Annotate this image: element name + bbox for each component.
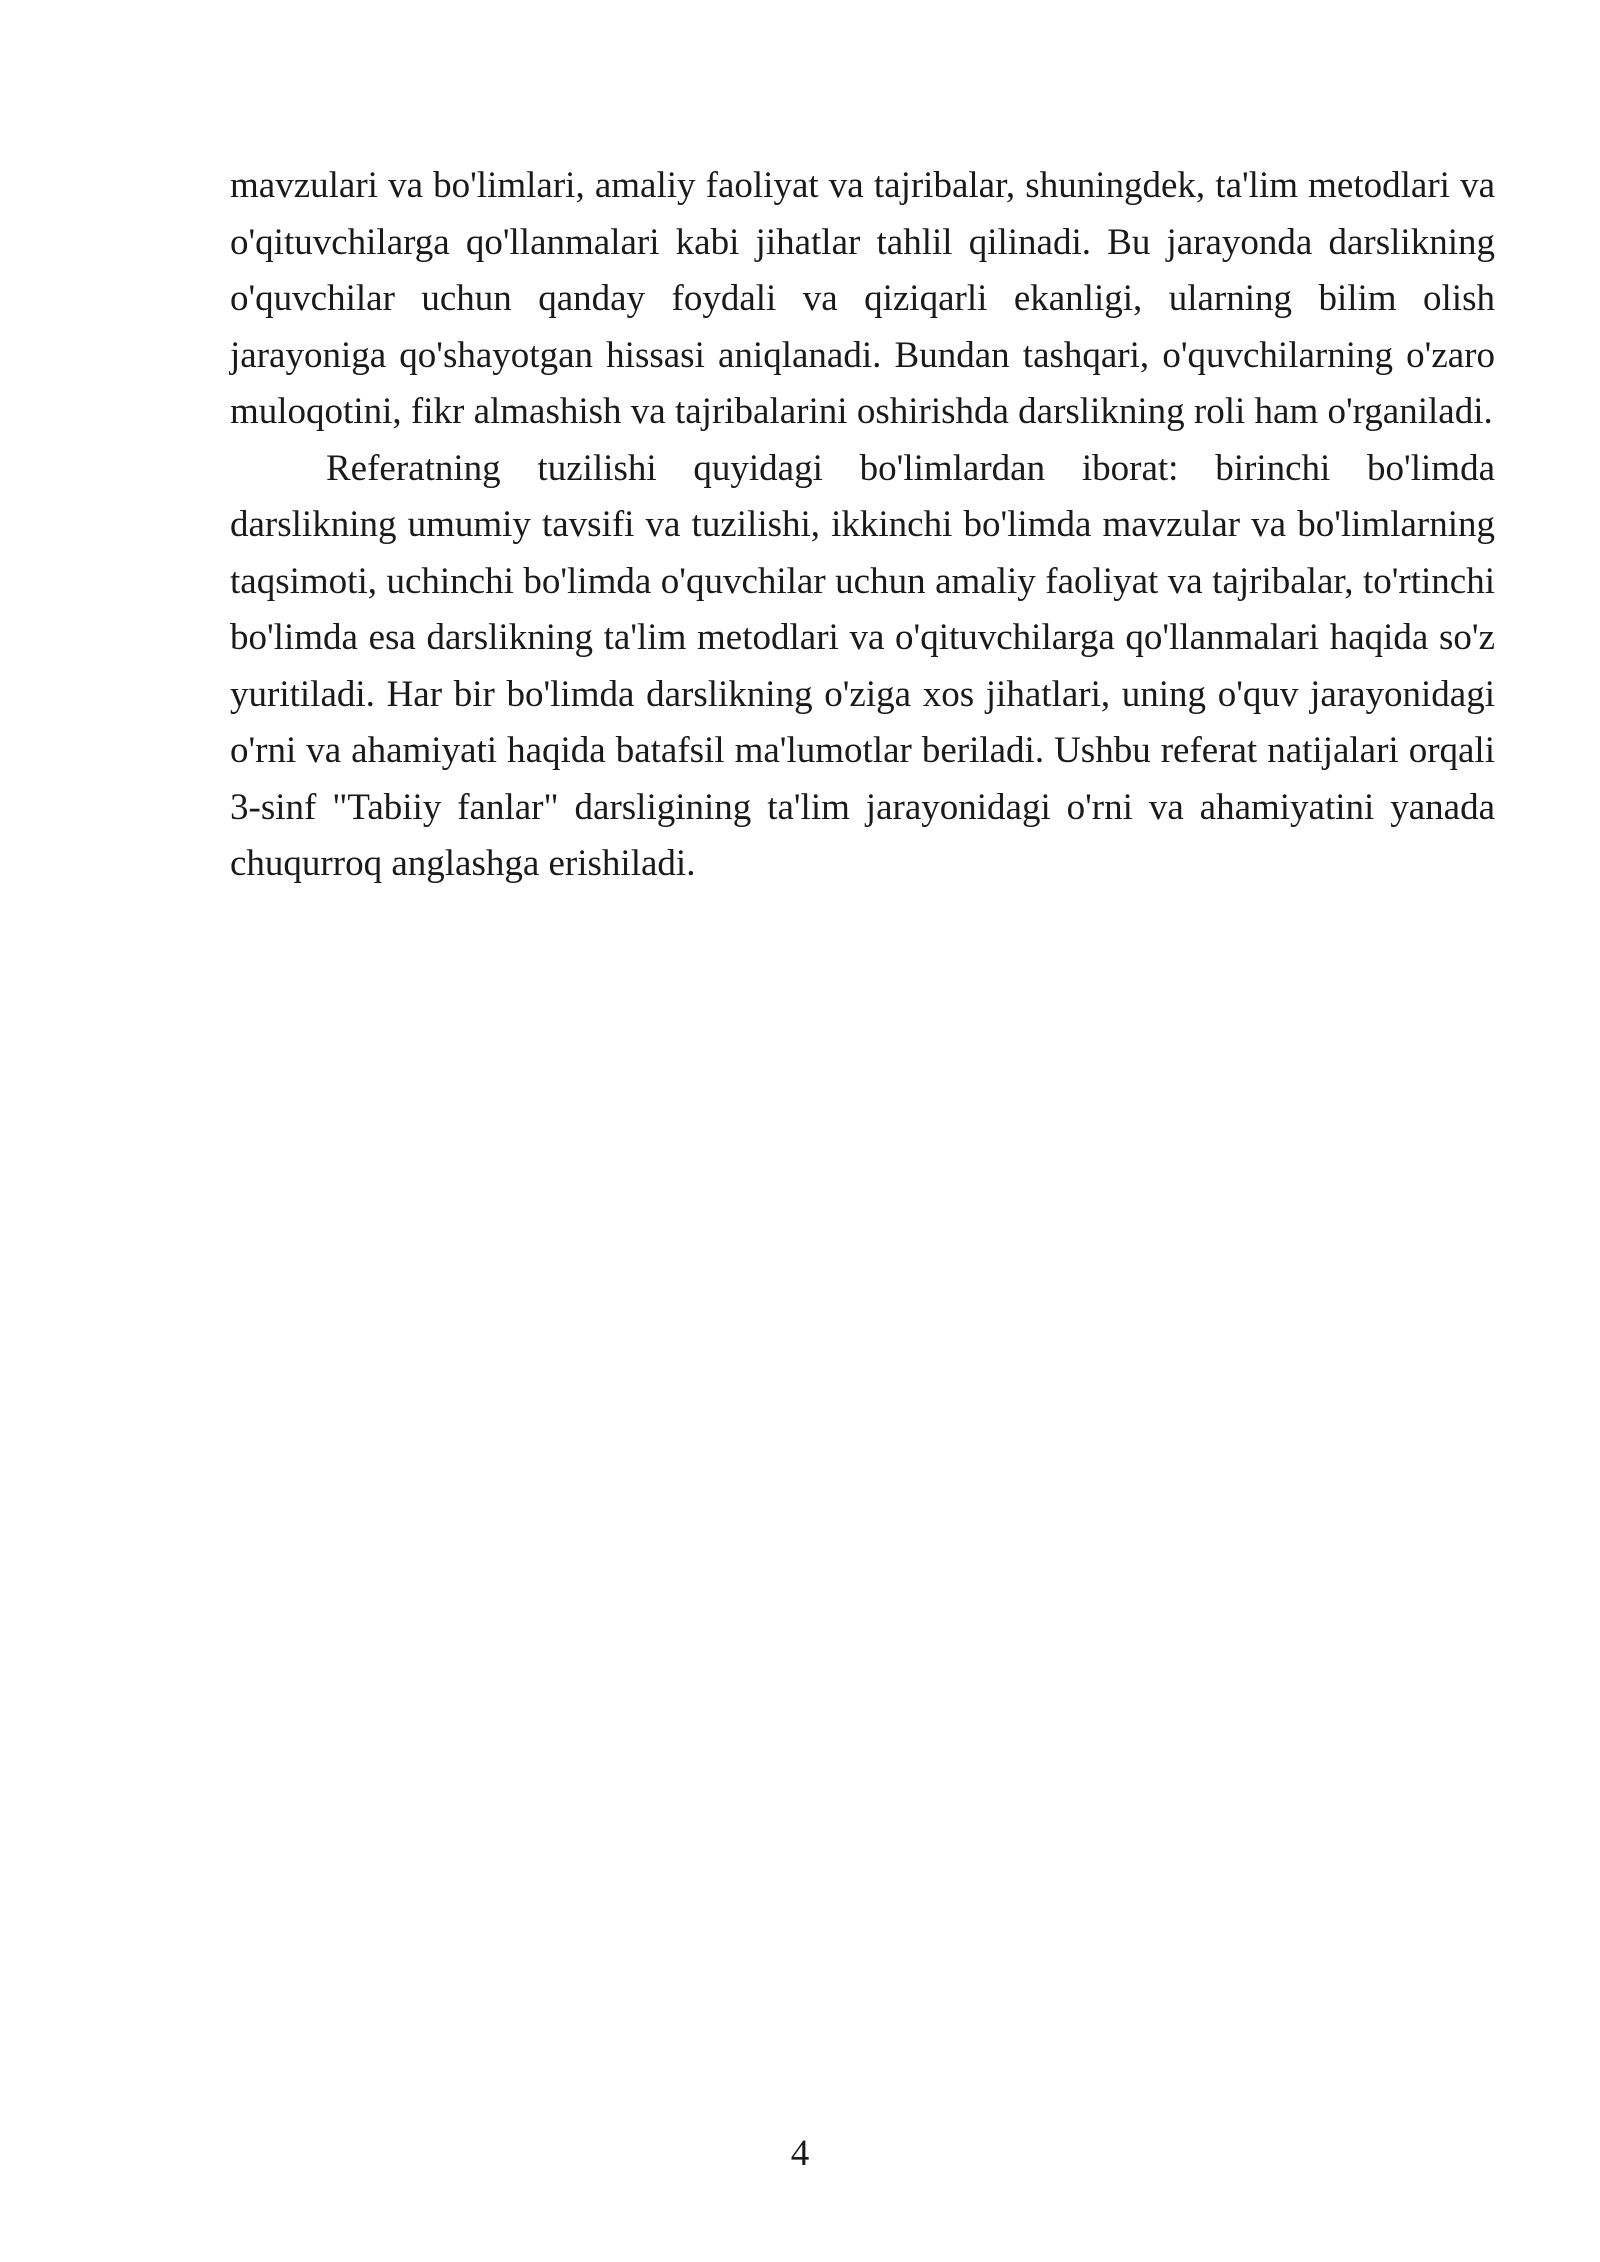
body-text [230, 158, 1495, 893]
paragraph-continuation: mavzulari va bo'limlari, amaliy faoliyat va tajribalar, shuningdek, ta'lim metodlari va o'qituvchilarga qo'llanmalari kabi jihatlar tahlil qilinadi. Bu jarayonda darslikning o'quvchilar uchun qanday foydali va qiziqarli ekanligi, ularning bilim olish jarayoniga qo'shayotgan hissasi aniqlanadi. Bundan tashqari, o'quvchilarning o'zaro muloqotini, fikr almashish va tajribalarini oshirishda darslikning roli ham o'rganiladi. [230, 165, 1495, 432]
paragraph-structure: Referatning tuzilishi quyidagi bo'limlardan iborat: birinchi bo'limda darslikning umumiy tavsifi va tuzilishi, ikkinchi bo'limda mavzular va bo'limlarning taqsimoti, uchinchi bo'limda o'quvchilar uchun amaliy faoliyat va tajribalar, to'rtinchi bo'limda esa darslikning ta'lim metodlari va o'qituvchilarga qo'llanmalari haqida so'z yuritiladi. Har bir bo'limda darslikning o'ziga xos jihatlari, uning o'quv jarayonidagi o'rni va ahamiyati haqida batafsil ma'lumotlar beriladi. Ushbu referat natijalari orqali 3-sinf "Tabiiy fanlar" darsligining ta'lim jarayonidagi o'rni va ahamiyatini yanada chuqurroq anglashga erishiladi. [230, 447, 1495, 884]
page-number: 4 [790, 2133, 810, 2174]
